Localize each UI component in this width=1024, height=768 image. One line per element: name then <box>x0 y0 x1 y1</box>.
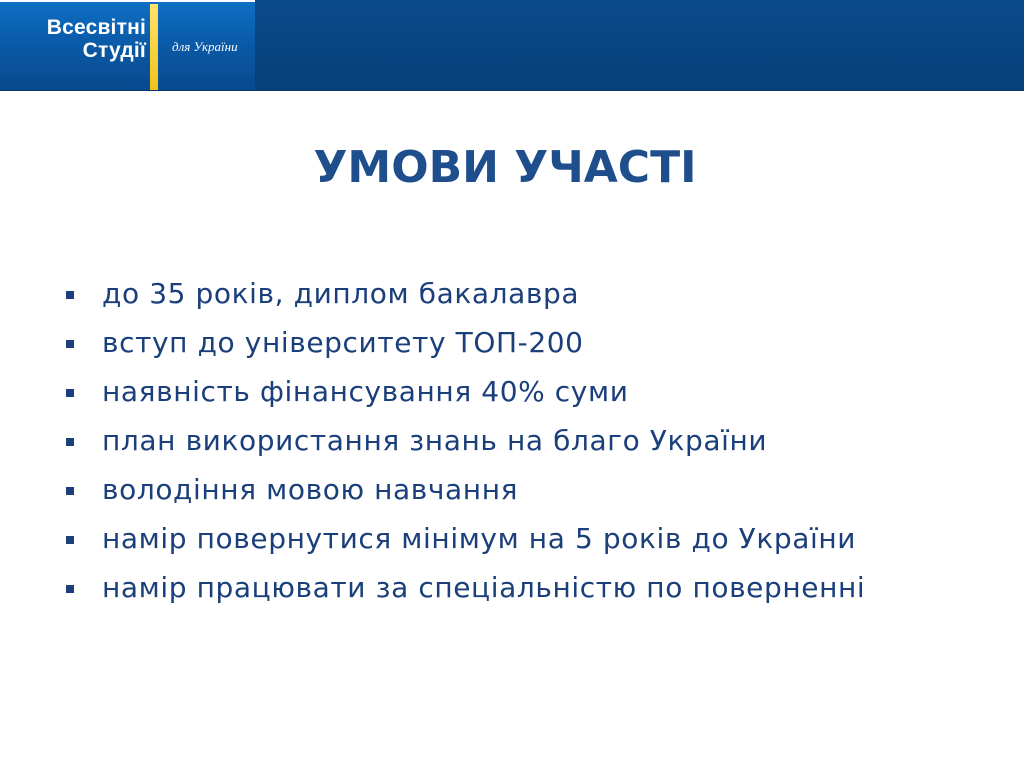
logo-wordmark <box>14 16 146 62</box>
header-band <box>0 0 1024 91</box>
bullet-text: план використання знань на благо України <box>102 424 768 457</box>
bullet-item <box>62 425 1002 457</box>
square-bullet-icon <box>66 536 74 544</box>
logo-line-1: Всесвітні <box>46 16 146 39</box>
square-bullet-icon <box>66 585 74 593</box>
logo <box>0 0 255 90</box>
slide-title: УМОВИ УЧАСТІ <box>313 142 697 193</box>
bullet-text: намір працювати за спеціальністю по поверненні <box>102 571 866 604</box>
bullet-text: наявність фінансування 40% суми <box>102 375 629 408</box>
bullet-list <box>62 278 1002 621</box>
square-bullet-icon <box>66 487 74 495</box>
square-bullet-icon <box>66 340 74 348</box>
bullet-item <box>62 474 1002 506</box>
bullet-item <box>62 278 1002 310</box>
bullet-text: до 35 років, диплом бакалавра <box>102 277 580 310</box>
logo-accent-bar <box>150 4 158 90</box>
square-bullet-icon <box>66 389 74 397</box>
bullet-item <box>62 376 1002 408</box>
bullet-text: вступ до університету ТОП-200 <box>102 326 584 359</box>
logo-tagline: для України <box>172 39 238 54</box>
bullet-item <box>62 572 1002 604</box>
logo-line-2: Студії <box>82 39 146 62</box>
bullet-item <box>62 327 1002 359</box>
bullet-text: володіння мовою навчання <box>102 473 519 506</box>
square-bullet-icon <box>66 291 74 299</box>
bullet-text: намір повернутися мінімум на 5 років до України <box>102 522 857 555</box>
bullet-item <box>62 523 1002 555</box>
square-bullet-icon <box>66 438 74 446</box>
